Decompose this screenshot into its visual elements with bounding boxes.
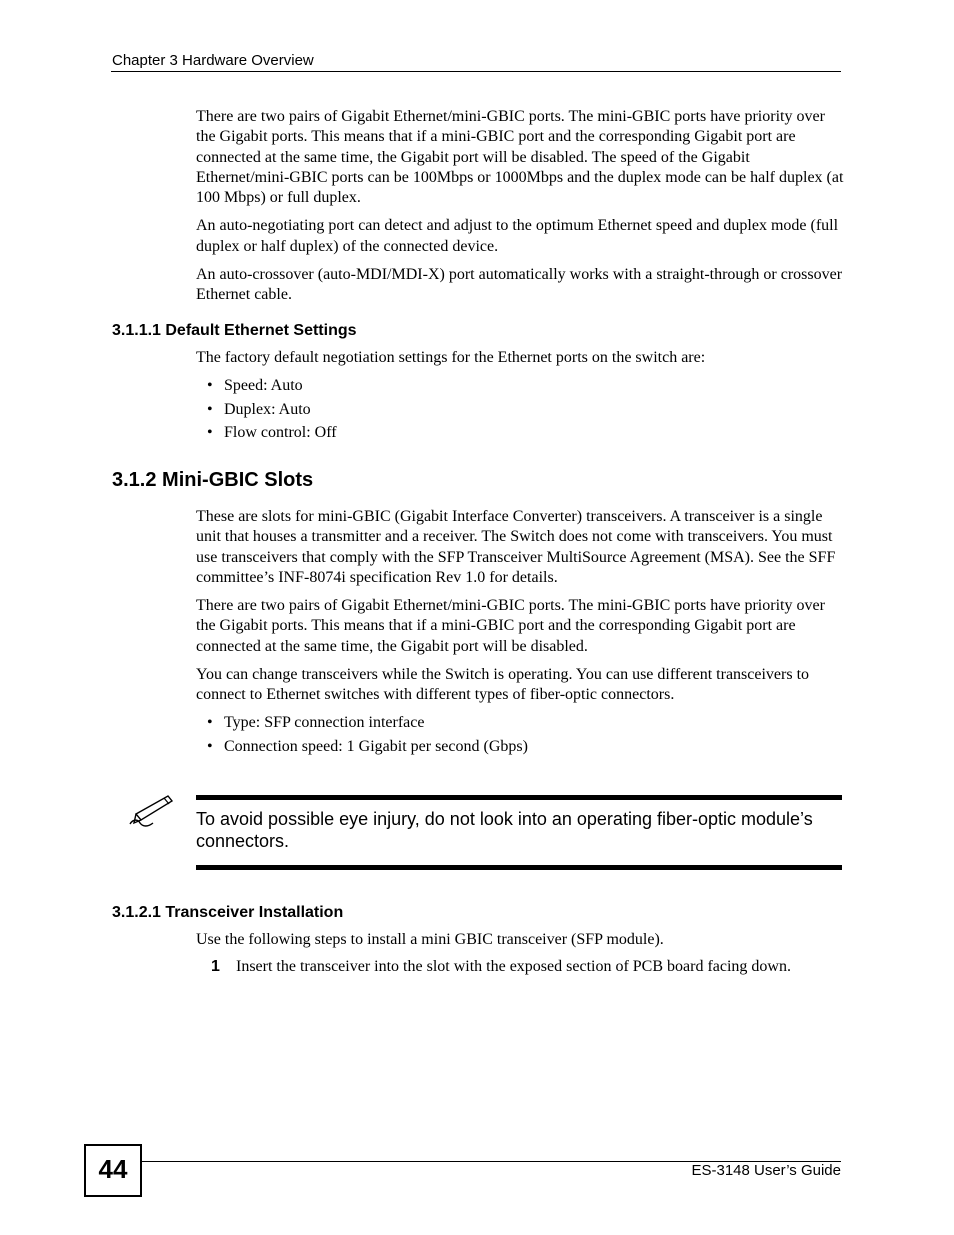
list-item: • Connection speed: 1 Gigabit per second (Gbps) [207, 737, 528, 755]
default-settings-intro: The factory default negotiation settings for the Ethernet ports on the switch are: [196, 349, 706, 366]
list-item: • Duplex: Auto [207, 400, 311, 418]
page-number-box [84, 1144, 142, 1197]
mini-gbic-paragraph-1: These are slots for mini-GBIC (Gigabit Interface Converter) transceivers. A transceiver is a single unit that houses a transmitter and a receiver. The Switch does not come with transceivers. You must use transceivers that comply with the SFP Transceiver MultiSource Agreement (MSA). See the SFF committee’s INF-8074i specification Rev 1.0 for details. [196, 508, 836, 586]
heading-mini-gbic-slots: 3.1.2 Mini-GBIC Slots [112, 469, 314, 491]
default-settings-list [207, 376, 337, 447]
heading-transceiver-installation: 3.1.2.1 Transceiver Installation [112, 904, 344, 921]
mini-gbic-paragraph-3: You can change transceivers while the Switch is operating. You can use different transceivers to connect to Ethernet switches with different types of fiber-optic connectors. [196, 666, 810, 704]
intro-paragraph-1: There are two pairs of Gigabit Ethernet/mini-GBIC ports. The mini-GBIC ports have priority over the Gigabit ports. This means that if a mini-GBIC port and the corresponding Gigabit port are connected at the same time, the Gigabit port will be disabled. The speed of the Gigabit Ethernet/mini-GBIC ports can be 100Mbps or 1000Mbps and the duplex mode can be half duplex (at 100 Mbps) or full duplex. [196, 108, 844, 207]
bullet-icon: • [207, 377, 213, 394]
intro-section [196, 107, 846, 306]
bullet-icon: • [207, 737, 213, 755]
step-text: Insert the transceiver into the slot with the exposed section of PCB board facing down. [236, 958, 791, 975]
bullet-icon: • [207, 400, 213, 418]
list-item: • Speed: Auto [207, 377, 303, 394]
running-header: Chapter 3 Hardware Overview [112, 52, 314, 69]
intro-paragraph-2: An auto-negotiating port can detect and adjust to the optimum Ethernet speed and duplex mode (full duplex or half duplex) of the connected device. [196, 217, 839, 255]
header-rule [111, 71, 841, 72]
footer-guide-title: ES-3148 User’s Guide [691, 1162, 841, 1179]
note-text: To avoid possible eye injury, do not look into an operating fiber-optic module’s connectors. [196, 809, 813, 851]
list-item: • Flow control: Off [207, 424, 337, 441]
mini-gbic-section [196, 507, 846, 706]
page-number: 44 [98, 1154, 128, 1184]
intro-paragraph-3: An auto-crossover (auto-MDI/MDI-X) port automatically works with a straight-through or crossover Ethernet cable. [196, 266, 843, 304]
bullet-icon: • [207, 714, 213, 731]
note-rule-bottom [196, 865, 842, 870]
step-number: 1 [211, 958, 220, 975]
bullet-icon: • [207, 424, 213, 441]
installation-intro: Use the following steps to install a mini GBIC transceiver (SFP module). [196, 931, 664, 948]
list-item: • Type: SFP connection interface [207, 714, 425, 731]
mini-gbic-paragraph-2: There are two pairs of Gigabit Ethernet/mini-GBIC ports. The mini-GBIC ports have priority over the Gigabit ports. This means that if a mini-GBIC port and the corresponding Gigabit port are connected at the same time, the Gigabit port will be disabled. [196, 597, 825, 655]
note-rule-top [196, 795, 842, 800]
mini-gbic-list [207, 713, 528, 760]
heading-default-ethernet-settings: 3.1.1.1 Default Ethernet Settings [112, 322, 357, 339]
pencil-note-icon [124, 794, 174, 835]
